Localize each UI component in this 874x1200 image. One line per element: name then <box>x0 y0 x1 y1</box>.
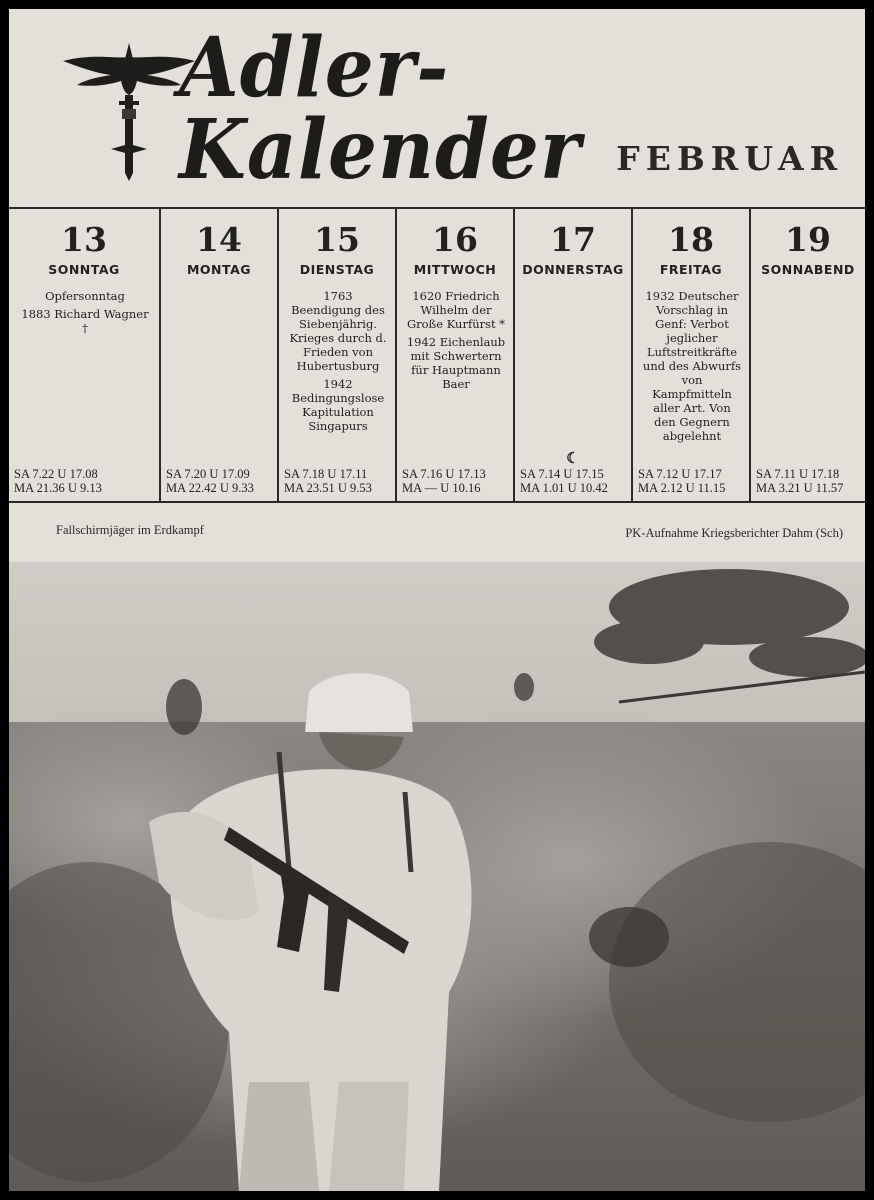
sunrise-sunset: SA 7.22 U 17.08 <box>14 467 98 481</box>
day-name: MONTAG <box>186 262 252 277</box>
day-column <box>9 209 161 501</box>
day-column <box>515 209 633 501</box>
day-column <box>751 209 865 501</box>
moonrise-moonset: MA 23.51 U 9.53 <box>284 481 372 495</box>
photo-caption: Fallschirmjäger im Erdkampf <box>56 523 204 537</box>
sunrise-sunset: SA 7.20 U 17.09 <box>166 467 250 481</box>
photo-illustration <box>9 562 865 1191</box>
day-number: 15 <box>314 220 360 259</box>
day-notes <box>17 289 153 335</box>
photo-credit: PK-Aufnahme Kriegsberichter Dahm (Sch) <box>625 526 843 540</box>
moonrise-moonset: MA 22.42 U 9.33 <box>166 481 254 495</box>
sun-moon-times <box>633 467 749 495</box>
sunrise-sunset: SA 7.14 U 17.15 <box>520 467 604 481</box>
moonrise-moonset: MA 3.21 U 11.57 <box>756 481 844 495</box>
sunrise-sunset: SA 7.12 U 17.17 <box>638 467 722 481</box>
note-line: 1763 Beendigung des Siebenjährig. Krieges durch d. Frieden von Hubertusburg <box>289 289 387 373</box>
moonrise-moonset: MA 1.01 U 10.42 <box>520 481 608 495</box>
day-notes <box>641 289 743 443</box>
moonrise-moonset: MA 21.36 U 9.13 <box>14 481 102 495</box>
day-name: FREITAG <box>659 262 723 277</box>
note-line: 1620 Friedrich Wilhelm der Große Kurfürst * <box>406 289 506 331</box>
note-line: 1942 Eichenlaub mit Schwertern für Hauptmann Baer <box>406 335 506 391</box>
eagle-emblem-icon <box>59 37 199 185</box>
day-column <box>279 209 397 501</box>
day-name: DONNERSTAG <box>522 262 624 277</box>
week-grid <box>9 207 865 503</box>
calendar-page <box>9 9 865 1191</box>
day-name: MITTWOCH <box>413 262 497 277</box>
sunrise-sunset: SA 7.16 U 17.13 <box>402 467 486 481</box>
day-number: 14 <box>196 220 242 259</box>
day-notes <box>405 289 507 391</box>
day-name: DIENSTAG <box>299 262 375 277</box>
day-number: 13 <box>61 220 107 259</box>
day-number: 17 <box>550 220 596 259</box>
note-line: 1942 Bedingungslose Kapitulation Singapurs <box>291 377 385 433</box>
sunrise-sunset: SA 7.11 U 17.18 <box>756 467 840 481</box>
moonrise-moonset: MA — U 10.16 <box>402 481 481 495</box>
day-number: 18 <box>668 220 714 259</box>
day-column <box>633 209 751 501</box>
sun-moon-times <box>9 467 159 495</box>
day-number: 19 <box>785 220 831 259</box>
day-name: SONNABEND <box>761 262 855 277</box>
sun-moon-times <box>751 467 865 495</box>
sun-moon-times <box>279 467 395 495</box>
day-number: 16 <box>432 220 478 259</box>
day-notes <box>287 289 389 433</box>
sunrise-sunset: SA 7.18 U 17.11 <box>284 467 368 481</box>
masthead-title: Adler-Kalender <box>179 20 582 198</box>
note-line: 1932 Deutscher Vorschlag in Genf: Verbot jeglicher Luftstreitkräfte und des Abwurfs von Kampfmitteln aller Art. Von den Gegnern abgelehnt <box>642 289 742 443</box>
soldier-photo <box>9 562 865 1191</box>
note-line: 1883 Richard Wagner † <box>21 307 149 335</box>
day-column <box>161 209 279 501</box>
month-label: FEBRUAR <box>616 139 843 178</box>
sun-moon-times <box>515 467 631 495</box>
moonrise-moonset: MA 2.12 U 11.15 <box>638 481 726 495</box>
moon-phase-icon: ☾ <box>566 449 580 467</box>
note-line: Opfersonntag <box>45 289 125 303</box>
day-column <box>397 209 515 501</box>
sun-moon-times <box>397 467 513 495</box>
sun-moon-times <box>161 467 277 495</box>
day-name: SONNTAG <box>48 262 120 277</box>
